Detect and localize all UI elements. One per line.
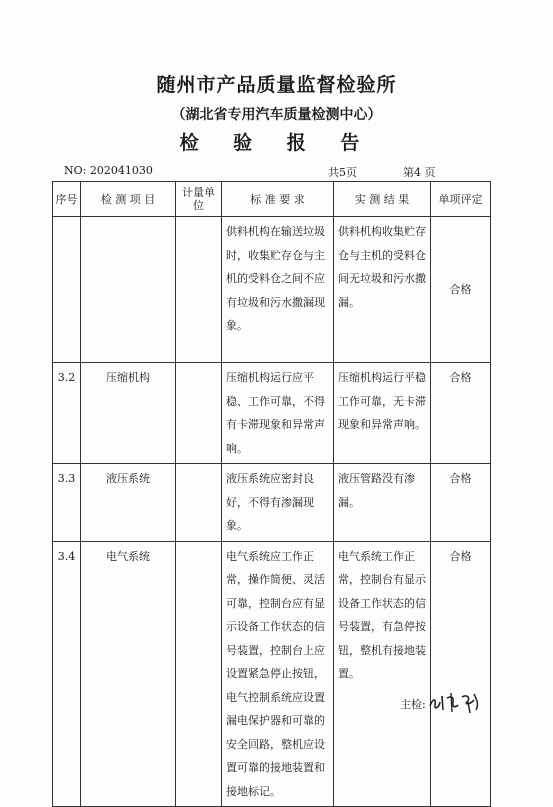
inspector-label: 主检: (400, 698, 426, 711)
row-no: 3.3 (53, 464, 81, 542)
row-rating: 合格 (431, 541, 491, 807)
row-item (81, 217, 176, 363)
row-requirement: 液压系统应密封良好，不得有渗漏现象。 (222, 464, 334, 542)
row-requirement: 供料机构在输送垃圾时，收集贮存仓与主机的受料仓之间不应有垃圾和污水撒漏现象。 (222, 217, 334, 363)
row-unit (176, 464, 222, 542)
row-result: 供料机构收集贮存仓与主机的受料仓间无垃圾和污水撒漏。 (334, 217, 431, 363)
org-title: 随州市产品质量监督检验所 (156, 74, 397, 96)
col-header-requirement: 标 准 要 求 (222, 182, 334, 217)
row-item: 电气系统 (81, 541, 176, 807)
table-row (53, 363, 491, 464)
row-unit (176, 363, 222, 464)
report-title: 检 验 报 告 (179, 132, 374, 154)
center-subtitle: （湖北省专用汽车质量检测中心） (171, 107, 382, 123)
row-unit (176, 217, 222, 363)
total-pages: 共5页 (328, 166, 357, 179)
row-result: 压缩机构运行平稳工作可靠，无卡滞现象和异常声响。 (334, 363, 431, 464)
row-rating: 合格 (431, 464, 491, 542)
row-item: 压缩机构 (81, 363, 176, 464)
row-unit (176, 541, 222, 807)
row-result: 液压管路没有渗漏。 (334, 464, 431, 542)
table-header-row (53, 182, 491, 217)
row-item: 液压系统 (81, 464, 176, 542)
col-header-item: 检 测 项 目 (81, 182, 176, 217)
table-row (53, 464, 491, 542)
row-no: 3.4 (53, 541, 81, 807)
handwritten-signature (427, 688, 487, 714)
col-header-no: 序号 (53, 182, 81, 217)
row-no (53, 217, 81, 363)
page-number: 第4 页 (403, 166, 436, 179)
report-number: NO: 202041030 (64, 164, 153, 177)
col-header-unit: 计量单位 (176, 182, 222, 217)
row-result: 电气系统工作正常，控制台有显示设备工作状态的信号装置，有急停按钮，整机有接地装置。 (334, 541, 431, 807)
row-rating: 合格 (431, 217, 491, 363)
col-header-rating: 单项评定 (431, 182, 491, 217)
row-requirement: 电气系统应工作正常，操作简便、灵活可靠，控制台应有显示设备工作状态的信号装置，控制台上应设置紧急停止按钮，电气控制系统应设置漏电保护器和可靠的安全回路，整机应设置可靠的接地装置和接地标记。 (222, 541, 334, 807)
row-no: 3.2 (53, 363, 81, 464)
table-row (53, 541, 491, 807)
col-header-result: 实 测 结 果 (334, 182, 431, 217)
inspection-table (52, 181, 491, 807)
row-rating: 合格 (431, 363, 491, 464)
table-row (53, 217, 491, 363)
row-requirement: 压缩机构运行应平稳、工作可靠，不得有卡滞现象和异常声响。 (222, 363, 334, 464)
